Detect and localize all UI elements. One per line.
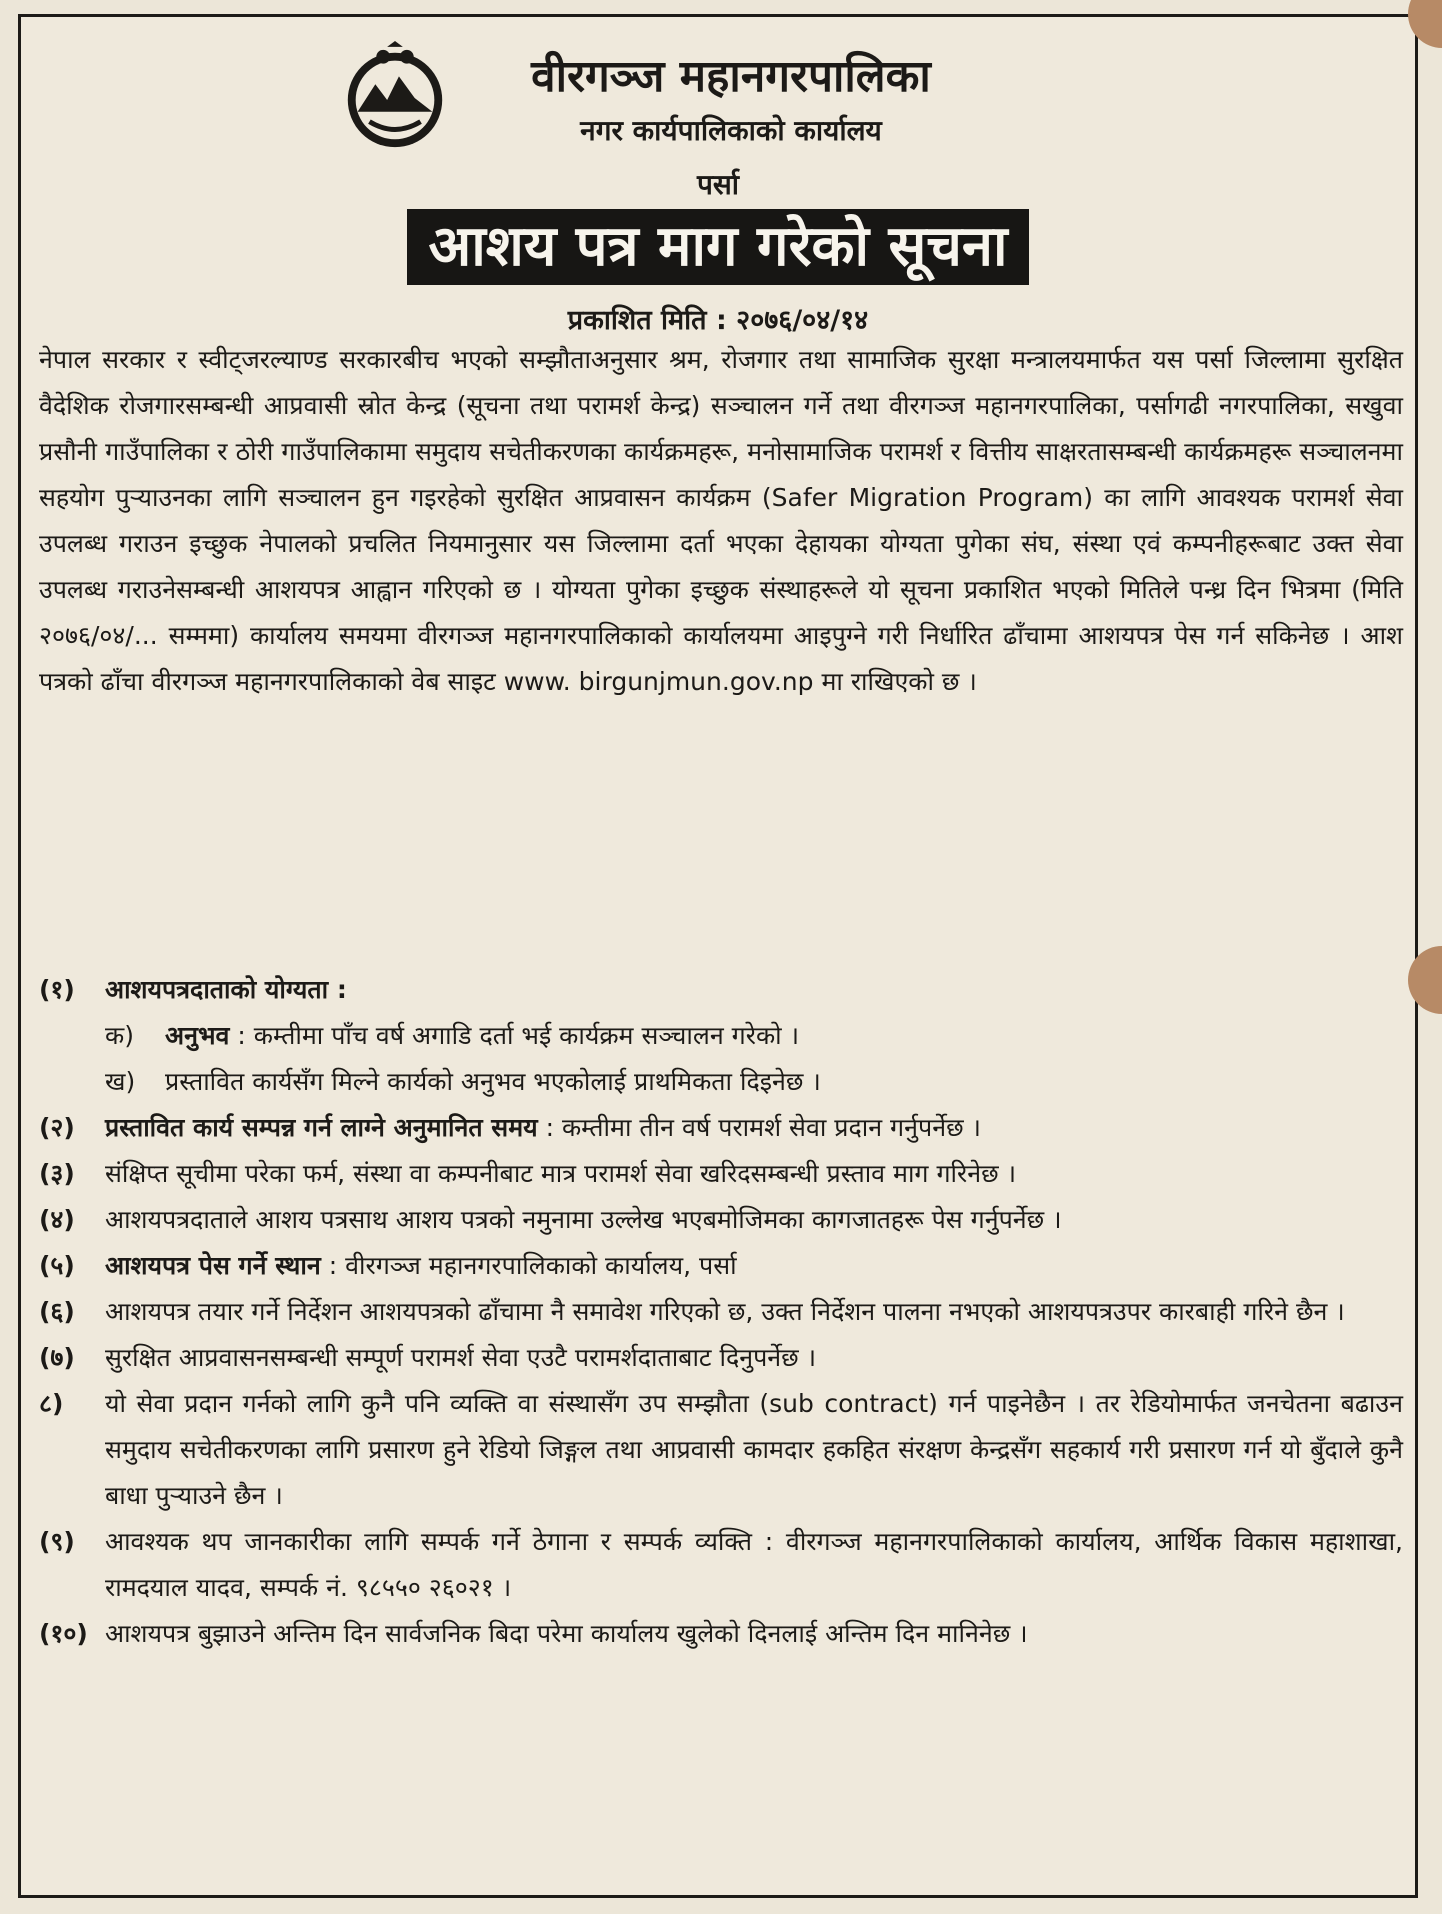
notice-title: आशय पत्र माग गरेको सूचना xyxy=(407,209,1030,285)
conditions-list xyxy=(39,967,1403,1657)
item-number: (७) xyxy=(39,1343,75,1372)
item-value: : कम्तीमा तीन वर्ष परामर्श सेवा प्रदान गर्नुपर्नेछ । xyxy=(545,1113,982,1142)
list-item xyxy=(39,1197,1403,1243)
publication-date xyxy=(21,303,1415,339)
item-text: यो सेवा प्रदान गर्नको लागि कुनै पनि व्यक्ति वा संस्थासँग उप सम्झौता (sub contract) गर्न पाइनेछैन । तर रेडियोमार्फत जनचेतना बढाउन समुदाय सचेतीकरणका लागि प्रसारण हुने रेडियो जिङ्गल तथा आप्रवासी कामदार हकहित संरक्षण केन्द्रसँग सहकार्य गरी प्रसारण गर्न यो बुँदाले कुनै बाधा पुऱ्याउने छैन । xyxy=(105,1389,1403,1510)
government-emblem-icon xyxy=(336,39,454,157)
item-label: आशयपत्र पेस गर्ने स्थान xyxy=(105,1251,321,1280)
publication-date-label: प्रकाशित मिति : xyxy=(567,305,727,336)
sub-item xyxy=(39,1059,1403,1105)
office-name: नगर कार्यपालिकाको कार्यालय xyxy=(580,114,882,147)
item-number: (४) xyxy=(39,1205,75,1234)
list-item xyxy=(39,1335,1403,1381)
public-notice xyxy=(18,14,1418,1898)
item-number: (१०) xyxy=(39,1619,88,1648)
item-value: : वीरगञ्ज महानगरपालिकाको कार्यालय, पर्सा xyxy=(328,1251,737,1280)
list-item xyxy=(39,967,1403,1013)
list-item xyxy=(39,1519,1403,1611)
sub-item-label: अनुभव xyxy=(165,1021,230,1050)
item-number: (१) xyxy=(39,975,75,1004)
item-number: (२) xyxy=(39,1113,75,1142)
list-item xyxy=(39,1381,1403,1519)
district-name: पर्सा xyxy=(696,168,740,201)
item-text: आशयपत्र तयार गर्ने निर्देशन आशयपत्रको ढाँचामा नै समावेश गरिएको छ, उक्त निर्देशन पालना नभएको आशयपत्रउपर कारबाही गरिने छैन । xyxy=(105,1297,1345,1326)
item-text xyxy=(105,1105,1403,1151)
notice-header xyxy=(21,33,1415,336)
item-text: आवश्यक थप जानकारीका लागि सम्पर्क गर्ने ठेगाना र सम्पर्क व्यक्ति : वीरगञ्ज महानगरपालिकाको कार्यालय, आर्थिक विकास महाशाखा, रामदयाल यादव, सम्पर्क नं. ९८५५० २६०२१ । xyxy=(105,1527,1403,1602)
list-item xyxy=(39,1243,1403,1289)
sub-item-value: : कम्तीमा पाँच वर्ष अगाडि दर्ता भई कार्यक्रम सञ्चालन गरेको । xyxy=(237,1021,800,1050)
item-label: प्रस्तावित कार्य सम्पन्न गर्न लाग्ने अनुमानित समय xyxy=(105,1113,538,1142)
item-heading: आशयपत्रदाताको योग्यता : xyxy=(105,975,347,1004)
list-item xyxy=(39,1289,1403,1335)
organization-name: वीरगञ्ज महानगरपालिका xyxy=(531,51,931,102)
item-number: (३) xyxy=(39,1159,75,1188)
item-text: संक्षिप्त सूचीमा परेका फर्म, संस्था वा कम्पनीबाट मात्र परामर्श सेवा खरिदसम्बन्धी प्रस्ताव माग गरिनेछ । xyxy=(105,1159,1017,1188)
list-item xyxy=(39,1611,1403,1657)
sub-item-text xyxy=(165,1013,1403,1059)
publication-date-value: २०७६/०४/१४ xyxy=(736,305,869,336)
item-number: (६) xyxy=(39,1297,75,1326)
sub-item-text: प्रस्तावित कार्यसँग मिल्ने कार्यको अनुभव भएकोलाई प्राथमिकता दिइनेछ । xyxy=(165,1067,821,1096)
item-number: (९) xyxy=(39,1527,75,1556)
list-item xyxy=(39,1151,1403,1197)
list-item xyxy=(39,1105,1403,1151)
notice-paragraph: नेपाल सरकार र स्वीट्जरल्याण्ड सरकारबीच भएको सम्झौताअनुसार श्रम, रोजगार तथा सामाजिक सुरक्षा मन्त्रालयमार्फत यस पर्सा जिल्लामा सुरक्षित वैदेशिक रोजगारसम्बन्धी आप्रवासी स्रोत केन्द्र (सूचना तथा परामर्श केन्द्र) सञ्चालन गर्ने तथा वीरगञ्ज महानगरपालिका, पर्सागढी नगरपालिका, सखुवा प्रसौनी गाउँपालिका र ठोरी गाउँपालिकामा समुदाय सचेतीकरणका कार्यक्रमहरू, मनोसामाजिक परामर्श र वित्तीय साक्षरतासम्बन्धी कार्यक्रमहरू सञ्चालनमा सहयोग पुऱ्याउनका लागि सञ्चालन हुन गइरहेको सुरक्षित आप्रवासन कार्यक्रम (Safer Migration Program) का लागि आवश्यक परामर्श सेवा उपलब्ध गराउन इच्छुक नेपालको प्रचलित नियमानुसार यस जिल्लामा दर्ता भएका देहायका योग्यता पुगेका संघ, संस्था एवं कम्पनीहरूबाट उक्त सेवा उपलब्ध गराउनेसम्बन्धी आशयपत्र आह्वान गरिएको छ । योग्यता पुगेका इच्छुक संस्थाहरूले यो सूचना प्रकाशित भएको मितिले पन्ध्र दिन भित्रमा (मिति २०७६/०४/... सम्ममा) कार्यालय समयमा वीरगञ्ज महानगरपालिकाको कार्यालयमा आइपुग्ने गरी निर्धारित ढाँचामा आशयपत्र पेस गर्न सकिनेछ । आश पत्रको ढाँचा वीरगञ्ज महानगरपालिकाको वेब साइट www. birgunjmun.gov.np मा राखिएको छ । xyxy=(39,345,1403,696)
sub-item-number: ख) xyxy=(105,1067,136,1096)
sub-item-number: क) xyxy=(105,1021,134,1050)
item-text: आशयपत्र बुझाउने अन्तिम दिन सार्वजनिक बिदा परेमा कार्यालय खुलेको दिनलाई अन्तिम दिन मानिनेछ । xyxy=(105,1619,1028,1648)
item-number: (५) xyxy=(39,1251,75,1280)
item-text: सुरक्षित आप्रवासनसम्बन्धी सम्पूर्ण परामर्श सेवा एउटै परामर्शदाताबाट दिनुपर्नेछ । xyxy=(105,1343,817,1372)
title-wrap xyxy=(21,209,1415,285)
item-text: आशयपत्रदाताले आशय पत्रसाथ आशय पत्रको नमुनामा उल्लेख भएबमोजिमका कागजातहरू पेस गर्नुपर्नेछ । xyxy=(105,1205,1062,1234)
sub-item xyxy=(39,1013,1403,1059)
item-text xyxy=(105,1243,1403,1289)
item-number: ८) xyxy=(39,1389,64,1418)
